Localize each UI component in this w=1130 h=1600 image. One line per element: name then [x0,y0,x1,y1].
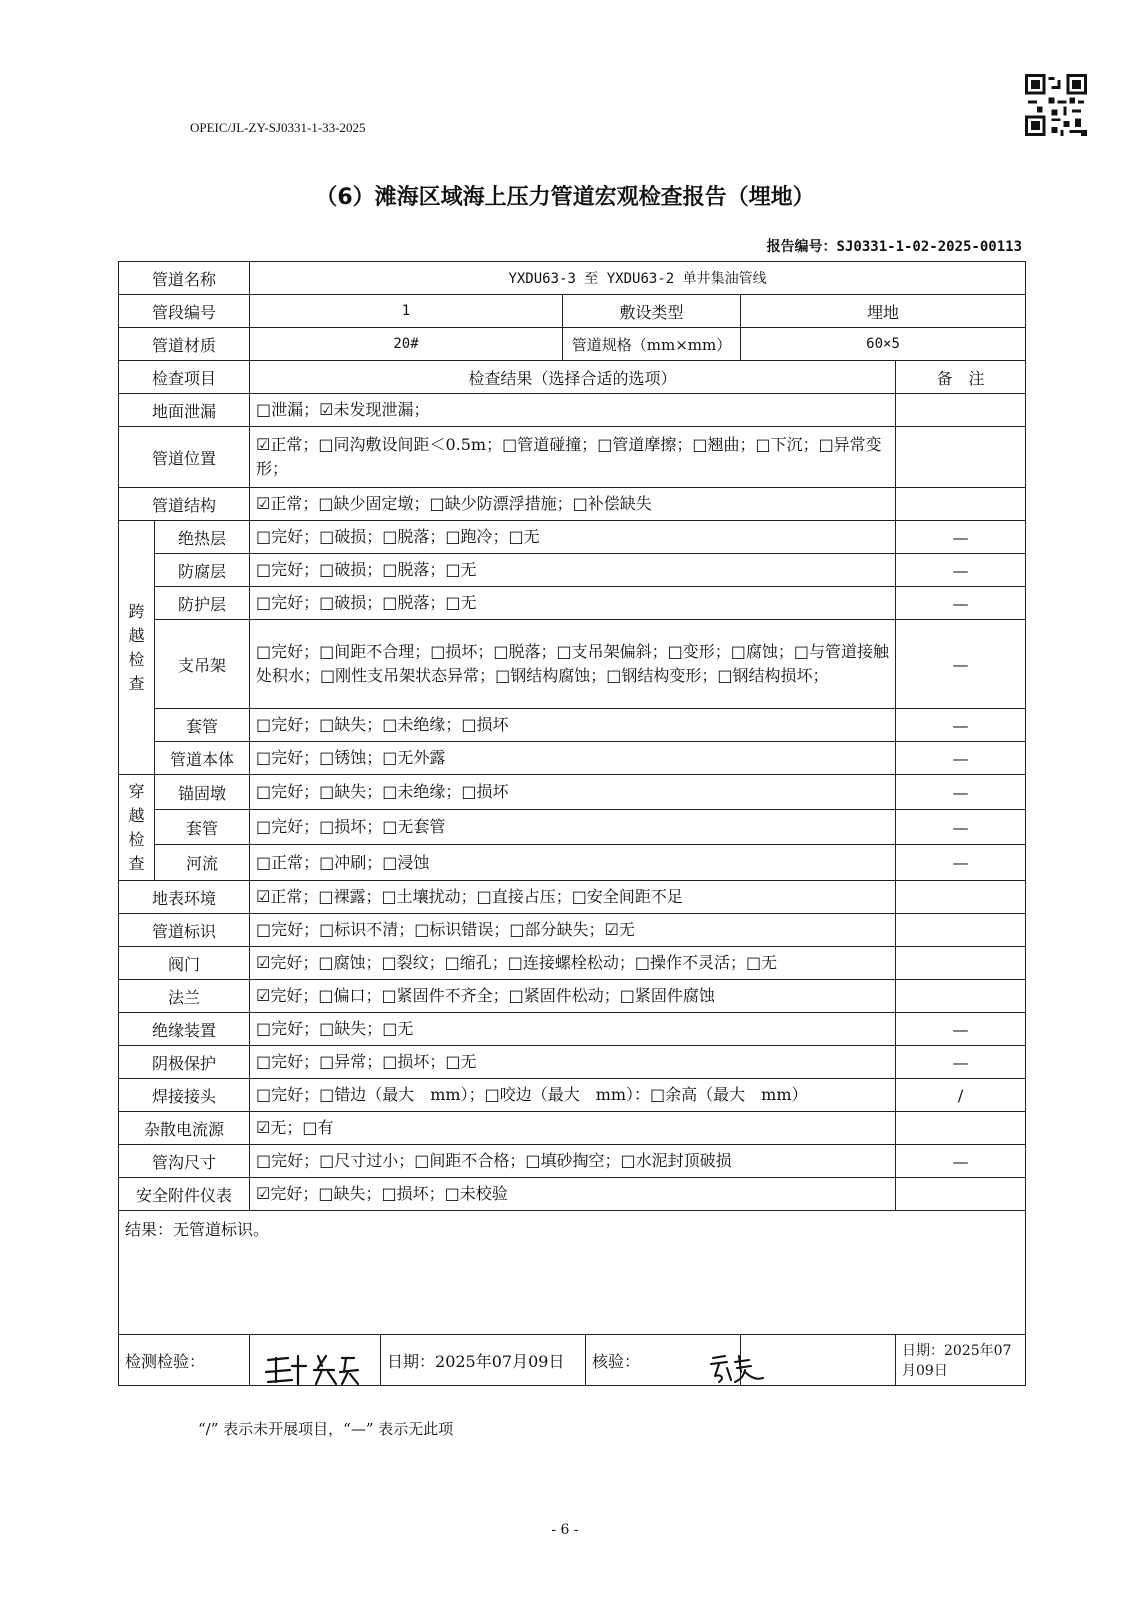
group-char: 跨 [128,601,145,621]
row-note: — [896,587,1026,620]
row-label: 阴极保护 [119,1046,250,1079]
inspection-row [119,488,1026,521]
row-options: □完好；□锈蚀；□无外露 [250,742,896,775]
inspection-row [119,554,1026,587]
row-note [896,427,1026,488]
spec-value: 60×5 [741,328,1026,361]
row-note: — [896,775,1026,810]
row-label: 绝缘装置 [119,1013,250,1046]
row-label: 绝热层 [155,521,250,554]
row-note: / [896,1079,1026,1112]
review-date: 日期：2025年07月09日 [896,1335,1026,1386]
inspection-row [119,947,1026,980]
column-header-row [119,361,1026,394]
row-label: 地表环境 [119,881,250,914]
inspection-row [119,1178,1026,1211]
material-value: 20# [250,328,563,361]
row-note: — [896,1046,1026,1079]
row-label: 法兰 [119,980,250,1013]
inspection-row [119,709,1026,742]
signature-row [119,1335,1026,1386]
result-text: 结果：无管道标识。 [119,1211,1026,1335]
row-note [896,980,1026,1013]
row-label: 安全附件仪表 [119,1178,250,1211]
row-options: □完好；□异常；□损坏；□无 [250,1046,896,1079]
spec-label: 管道规格（mm×mm） [563,328,741,361]
row-note: — [896,620,1026,709]
reviewer-label: 核验： [592,1351,641,1371]
row-options: ☑正常；□裸露；□土壤扰动；□直接占压；□安全间距不足 [250,881,896,914]
crossing-span-group-label [119,521,155,775]
row-options: □完好；□破损；□脱落；□无 [250,554,896,587]
row-label: 防护层 [155,587,250,620]
row-label: 焊接接头 [119,1079,250,1112]
row-note [896,947,1026,980]
material-label: 管道材质 [119,328,250,361]
pipe-name-value: YXDU63-3 至 YXDU63-2 单井集油管线 [250,262,1026,295]
inspection-row [119,775,1026,810]
row-label: 套管 [155,709,250,742]
signature-subtable [250,1335,740,1385]
inspection-row [119,1145,1026,1178]
row-options: □完好；□缺失；□未绝缘；□损坏 [250,775,896,810]
row-label: 管道本体 [155,742,250,775]
reviewer-signature-slot [741,1335,896,1386]
inspection-row [119,980,1026,1013]
row-label: 管道结构 [119,488,250,521]
row-label: 杂散电流源 [119,1112,250,1145]
laying-value: 埋地 [741,295,1026,328]
inspection-row [119,620,1026,709]
inspection-row [119,742,1026,775]
group-char: 查 [128,673,145,693]
row-options: □完好；□错边（最大 mm）；□咬边（最大 mm）：□余高（最大 mm） [250,1079,896,1112]
row-note [896,394,1026,427]
row-note [896,881,1026,914]
row-label: 套管 [155,810,250,845]
group-char: 查 [128,853,145,873]
inspection-row [119,394,1026,427]
group-char: 穿 [128,781,145,801]
inspection-row [119,1112,1026,1145]
inspection-row [119,881,1026,914]
inspection-row [119,427,1026,488]
row-note: — [896,742,1026,775]
row-options: □完好；□损坏；□无套管 [250,810,896,845]
row-label: 管道位置 [119,427,250,488]
row-note: — [896,521,1026,554]
report-number: 报告编号：SJ0331-1-02-2025-00113 [766,239,1022,255]
row-label: 河流 [155,845,250,881]
row-note [896,1178,1026,1211]
row-label: 阀门 [119,947,250,980]
laying-label: 敷设类型 [563,295,741,328]
segment-row [119,295,1026,328]
note-column-header: 备 注 [896,361,1026,394]
group-char: 越 [128,625,145,645]
row-options: ☑正常；□同沟敷设间距＜0.5m；□管道碰撞；□管道摩擦；□翘曲；□下沉；□异常变形； [250,427,896,488]
inspection-row [119,1013,1026,1046]
inspection-date: 日期：2025年07月09日 [381,1335,586,1385]
row-label: 管道标识 [119,914,250,947]
inspection-row [119,1079,1026,1112]
pipe-name-row [119,262,1026,295]
inspector-label: 检测检验： [119,1335,250,1386]
row-options: □完好；□标识不清；□标识错误；□部分缺失；☑无 [250,914,896,947]
crossing-through-group-label [119,775,155,881]
row-note [896,914,1026,947]
row-options: ☑无；□有 [250,1112,896,1145]
row-options: □泄漏；☑未发现泄漏； [250,394,896,427]
row-note: — [896,845,1026,881]
inspection-row [119,1046,1026,1079]
row-options: ☑正常；□缺少固定墩；□缺少防漂浮措施；□补偿缺失 [250,488,896,521]
segment-value: 1 [250,295,563,328]
row-note: — [896,709,1026,742]
result-row [119,1211,1026,1335]
legend-note: “/” 表示未开展项目，“—” 表示无此项 [198,1420,454,1438]
inspection-row [119,521,1026,554]
row-note: — [896,1013,1026,1046]
inspection-table [118,261,1026,1386]
row-note: — [896,810,1026,845]
page-number: - 6 - [551,1522,579,1538]
group-char: 检 [128,649,145,669]
inspection-row [119,587,1026,620]
inspection-row [119,845,1026,881]
row-label: 锚固墩 [155,775,250,810]
row-note [896,488,1026,521]
row-label: 地面泄漏 [119,394,250,427]
document-code: OPEIC/JL-ZY-SJ0331-1-33-2025 [190,120,366,135]
result-column-header: 检查结果（选择合适的选项） [250,361,896,394]
qr-code-icon [1025,74,1087,136]
inspection-row [119,810,1026,845]
row-options: ☑完好；□偏口；□紧固件不齐全；□紧固件松动；□紧固件腐蚀 [250,980,896,1013]
row-options: □完好；□破损；□脱落；□跑冷；□无 [250,521,896,554]
segment-label: 管段编号 [119,295,250,328]
item-column-header: 检查项目 [119,361,250,394]
group-char: 检 [128,829,145,849]
row-label: 防腐层 [155,554,250,587]
row-label: 支吊架 [155,620,250,709]
pipe-name-label: 管道名称 [119,262,250,295]
inspector-signature-cell [250,1335,741,1386]
row-options: □完好；□尺寸过小；□间距不合格；□填砂掏空；□水泥封顶破损 [250,1145,896,1178]
row-options: □完好；□缺失；□无 [250,1013,896,1046]
row-options: □正常；□冲刷；□浸蚀 [250,845,896,881]
row-label: 管沟尺寸 [119,1145,250,1178]
row-note [896,1112,1026,1145]
inspection-row [119,914,1026,947]
row-note: — [896,554,1026,587]
material-row [119,328,1026,361]
row-options: □完好；□缺失；□未绝缘；□损坏 [250,709,896,742]
page-title: （6）滩海区域海上压力管道宏观检查报告（埋地） [315,185,815,210]
row-options: □完好；□间距不合理；□损坏；□脱落；□支吊架偏斜；□变形；□腐蚀；□与管道接触处积水；□刚性支吊架状态异常；□钢结构腐蚀；□钢结构变形；□钢结构损坏； [250,620,896,709]
row-note: — [896,1145,1026,1178]
row-options: ☑完好；□缺失；□损坏；□未校验 [250,1178,896,1211]
inspector-signature-slot [250,1335,381,1385]
row-options: ☑完好；□腐蚀；□裂纹；□缩孔；□连接螺栓松动；□操作不灵活；□无 [250,947,896,980]
row-options: □完好；□破损；□脱落；□无 [250,587,896,620]
group-char: 越 [128,805,145,825]
